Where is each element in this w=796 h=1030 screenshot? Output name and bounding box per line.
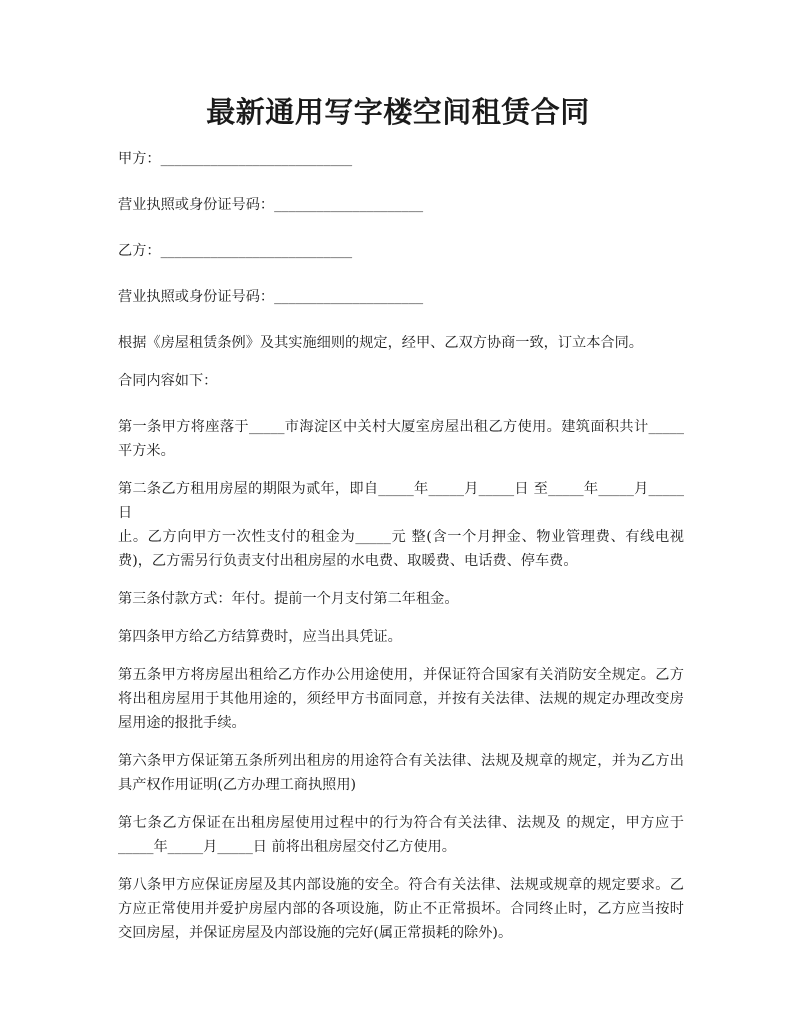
party-b-label: 乙方： xyxy=(118,243,161,259)
party-a-license-label: 营业执照或身份证号码： xyxy=(118,197,275,213)
article-2-continued: 止。乙方向甲方一次性支付的租金为_____元 整(含一个月押金、物业管理费、有线电视费)，乙方需另行负责支付出租房屋的水电费、取暖费、电话费、停车费。 xyxy=(118,529,684,569)
article-7: 第七条乙方保证在出租房屋使用过程中的行为符合有关法律、法规及 的规定，甲方应于_____年_____月_____日 前将出租房屋交付乙方使用。 xyxy=(118,815,684,855)
article-1: 第一条甲方将座落于_____市海淀区中关村大厦室房屋出租乙方使用。建筑面积共计_____平方米。 xyxy=(118,419,684,459)
article-5: 第五条甲方将房屋出租给乙方作办公用途使用，并保证符合国家有关消防安全规定。乙方将出租房屋用于其他用途的，须经甲方书面同意，并按有关法律、法规的规定办理改变房屋用途的报批手续。 xyxy=(118,667,684,731)
party-a-license-blank: _____________________ xyxy=(274,197,424,213)
party-a-field xyxy=(118,147,684,171)
contents-heading: 合同内容如下： xyxy=(118,373,218,389)
party-b-license-label: 营业执照或身份证号码： xyxy=(118,289,275,305)
party-a-blank: ___________________________ xyxy=(160,151,353,167)
article-6: 第六条甲方保证第五条所列出租房的用途符合有关法律、法规及规章的规定，并为乙方出具产权作用证明(乙方办理工商执照用) xyxy=(118,753,684,793)
party-a-license-field xyxy=(118,193,684,217)
party-a-label: 甲方： xyxy=(118,151,161,167)
preamble-paragraph: 根据《房屋租赁条例》及其实施细则的规定，经甲、乙双方协商一致，订立本合同。 xyxy=(118,335,643,351)
party-b-blank: ___________________________ xyxy=(160,243,353,259)
party-b-license-field xyxy=(118,285,684,309)
document-title: 最新通用写字楼空间租赁合同 xyxy=(206,95,590,129)
party-b-field xyxy=(118,239,684,263)
article-8: 第八条甲方应保证房屋及其内部设施的安全。符合有关法律、法规或规章的规定要求。乙方应正常使用并爱护房屋内部的各项设施，防止不正常损坏。合同终止时，乙方应当按时交回房屋，并保证房屋及内部设施的完好(属正常损耗的除外)。 xyxy=(118,877,684,941)
document-body xyxy=(118,147,684,959)
party-b-license-blank: _____________________ xyxy=(274,289,424,305)
article-4: 第四条甲方给乙方结算费时，应当出具凭证。 xyxy=(118,629,402,645)
article-2: 第二条乙方租用房屋的期限为贰年，即自_____年_____月_____日 至_____年_____月_____日 xyxy=(118,481,684,521)
article-3: 第三条付款方式：年付。提前一个月支付第二年租金。 xyxy=(118,591,459,607)
